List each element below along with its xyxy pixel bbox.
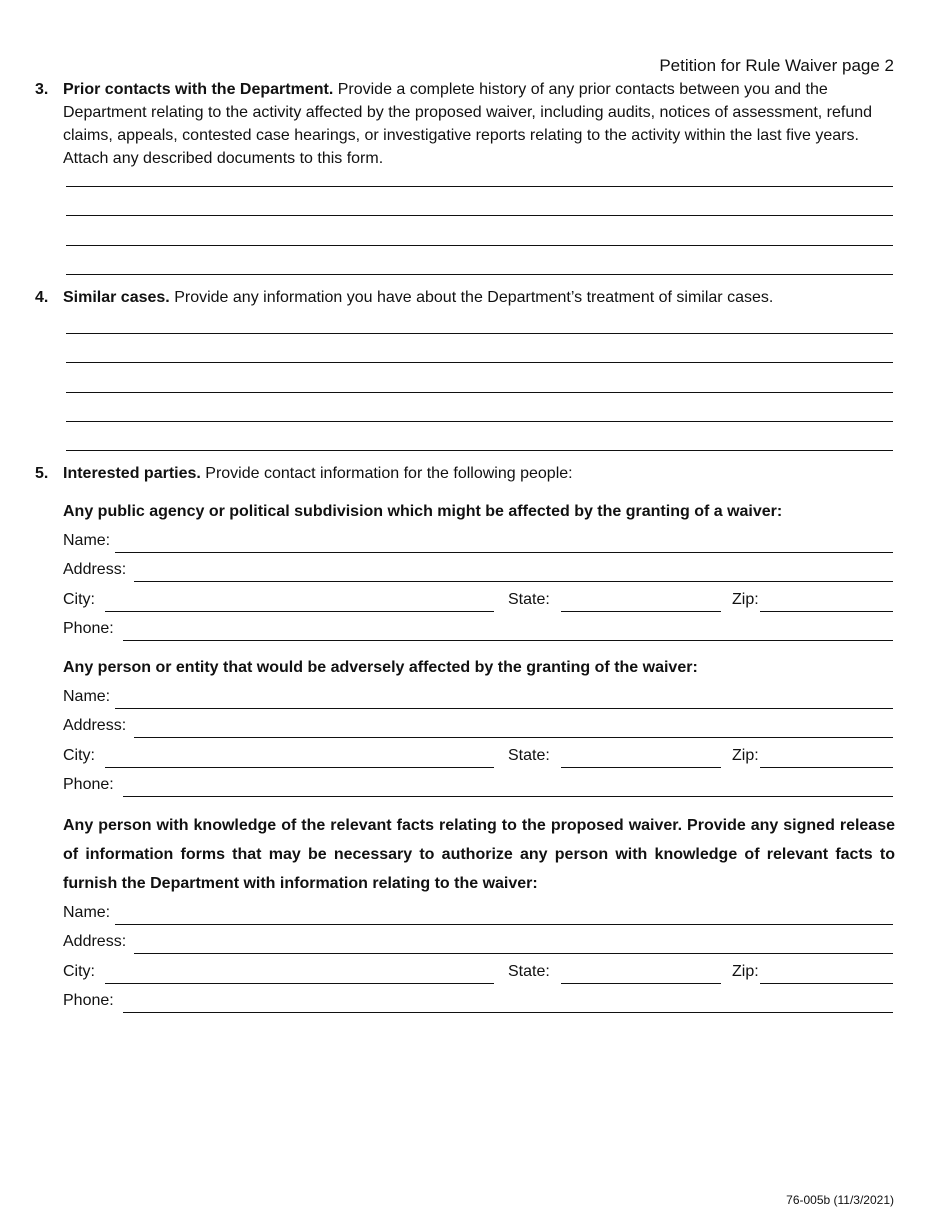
group-3-phone-row [63, 991, 893, 1015]
group-2-zip-field[interactable] [760, 767, 893, 768]
section-5-paragraph [63, 462, 895, 485]
section-4-answer-line-1[interactable] [66, 333, 893, 334]
section-4-paragraph [63, 286, 895, 309]
group-2-name-row [63, 687, 893, 711]
group-1-city-row [63, 590, 893, 614]
section-3-answer-line-3[interactable] [66, 245, 893, 246]
group-2-address-field[interactable] [134, 737, 893, 738]
city-label: City: [63, 591, 95, 608]
section-4-number: 4. [35, 289, 49, 306]
state-label: State: [508, 963, 550, 980]
group-3-phone-field[interactable] [123, 1012, 893, 1013]
zip-label: Zip: [732, 747, 759, 764]
section-3-paragraph [63, 78, 895, 170]
zip-label: Zip: [732, 963, 759, 980]
group-1-address-field[interactable] [134, 581, 893, 582]
group-1-phone-row [63, 619, 893, 643]
section-4-answer-line-2[interactable] [66, 362, 893, 363]
section-4-answer-line-3[interactable] [66, 392, 893, 393]
name-label: Name: [63, 688, 111, 705]
address-label: Address: [63, 561, 127, 578]
city-label: City: [63, 747, 95, 764]
group-3-state-field[interactable] [561, 983, 721, 984]
section-5-text: Provide contact information for the following people: [200, 465, 573, 482]
group-3-city-field[interactable] [105, 983, 494, 984]
group-2-state-field[interactable] [561, 767, 721, 768]
section-5-title: Interested parties. [63, 465, 201, 482]
section-3-number: 3. [35, 81, 49, 98]
group-1-zip-field[interactable] [760, 611, 893, 612]
group-1-name-row [63, 531, 893, 555]
form-number: 76-005b (11/3/2021) [786, 1193, 894, 1207]
group-3-address-row [63, 932, 893, 956]
section-5-number: 5. [35, 465, 49, 482]
group-1-phone-field[interactable] [123, 640, 893, 641]
phone-label: Phone: [63, 620, 114, 637]
group-3-city-row [63, 962, 893, 986]
group-1-city-field[interactable] [105, 611, 494, 612]
phone-label: Phone: [63, 992, 114, 1009]
group-2-phone-row [63, 775, 893, 799]
city-label: City: [63, 963, 95, 980]
group-3-zip-field[interactable] [760, 983, 893, 984]
section-4-text: Provide any information you have about the Department’s treatment of similar cases. [169, 289, 774, 306]
state-label: State: [508, 747, 550, 764]
section-3-answer-line-4[interactable] [66, 274, 893, 275]
group-3-address-field[interactable] [134, 953, 893, 954]
section-4-title: Similar cases. [63, 289, 170, 306]
group-3-name-field[interactable] [115, 924, 893, 925]
section-3-title: Prior contacts with the Department. [63, 81, 334, 98]
page-header: Petition for Rule Waiver page 2 [659, 56, 894, 75]
group-2-phone-field[interactable] [123, 796, 893, 797]
section-4-answer-line-5[interactable] [66, 450, 893, 451]
group-2-city-field[interactable] [105, 767, 494, 768]
address-label: Address: [63, 717, 127, 734]
group-1-state-field[interactable] [561, 611, 721, 612]
group-1-name-field[interactable] [115, 552, 893, 553]
state-label: State: [508, 591, 550, 608]
phone-label: Phone: [63, 776, 114, 793]
zip-label: Zip: [732, 591, 759, 608]
section-3-answer-line-2[interactable] [66, 215, 893, 216]
section-3-answer-line-1[interactable] [66, 186, 893, 187]
group-3-heading: Any person with knowledge of the relevant facts relating to the proposed waiver. Provide any signed release of information forms that may be necessary to authorize any person with knowledge of relevant facts to furnish the Department with information relating to the waiver: [63, 817, 895, 892]
name-label: Name: [63, 904, 111, 921]
address-label: Address: [63, 933, 127, 950]
group-2-address-row [63, 716, 893, 740]
group-1-address-row [63, 560, 893, 584]
section-4-answer-line-4[interactable] [66, 421, 893, 422]
group-3-name-row [63, 903, 893, 927]
group-2-name-field[interactable] [115, 708, 893, 709]
group-1-heading: Any public agency or political subdivision which might be affected by the granting of a waiver: [63, 503, 783, 520]
group-2-city-row [63, 746, 893, 770]
group-2-heading: Any person or entity that would be adversely affected by the granting of the waiver: [63, 659, 698, 676]
section-3-text: Provide a complete history of any prior contacts between you and the Department relating to the activity affected by the proposed waiver, including audits, notices of assessment, refund claims, appeals, contested case hearings, or investigative reports relating to the activity within the last five years. Attach any described documents to this form. [63, 81, 873, 167]
name-label: Name: [63, 532, 111, 549]
